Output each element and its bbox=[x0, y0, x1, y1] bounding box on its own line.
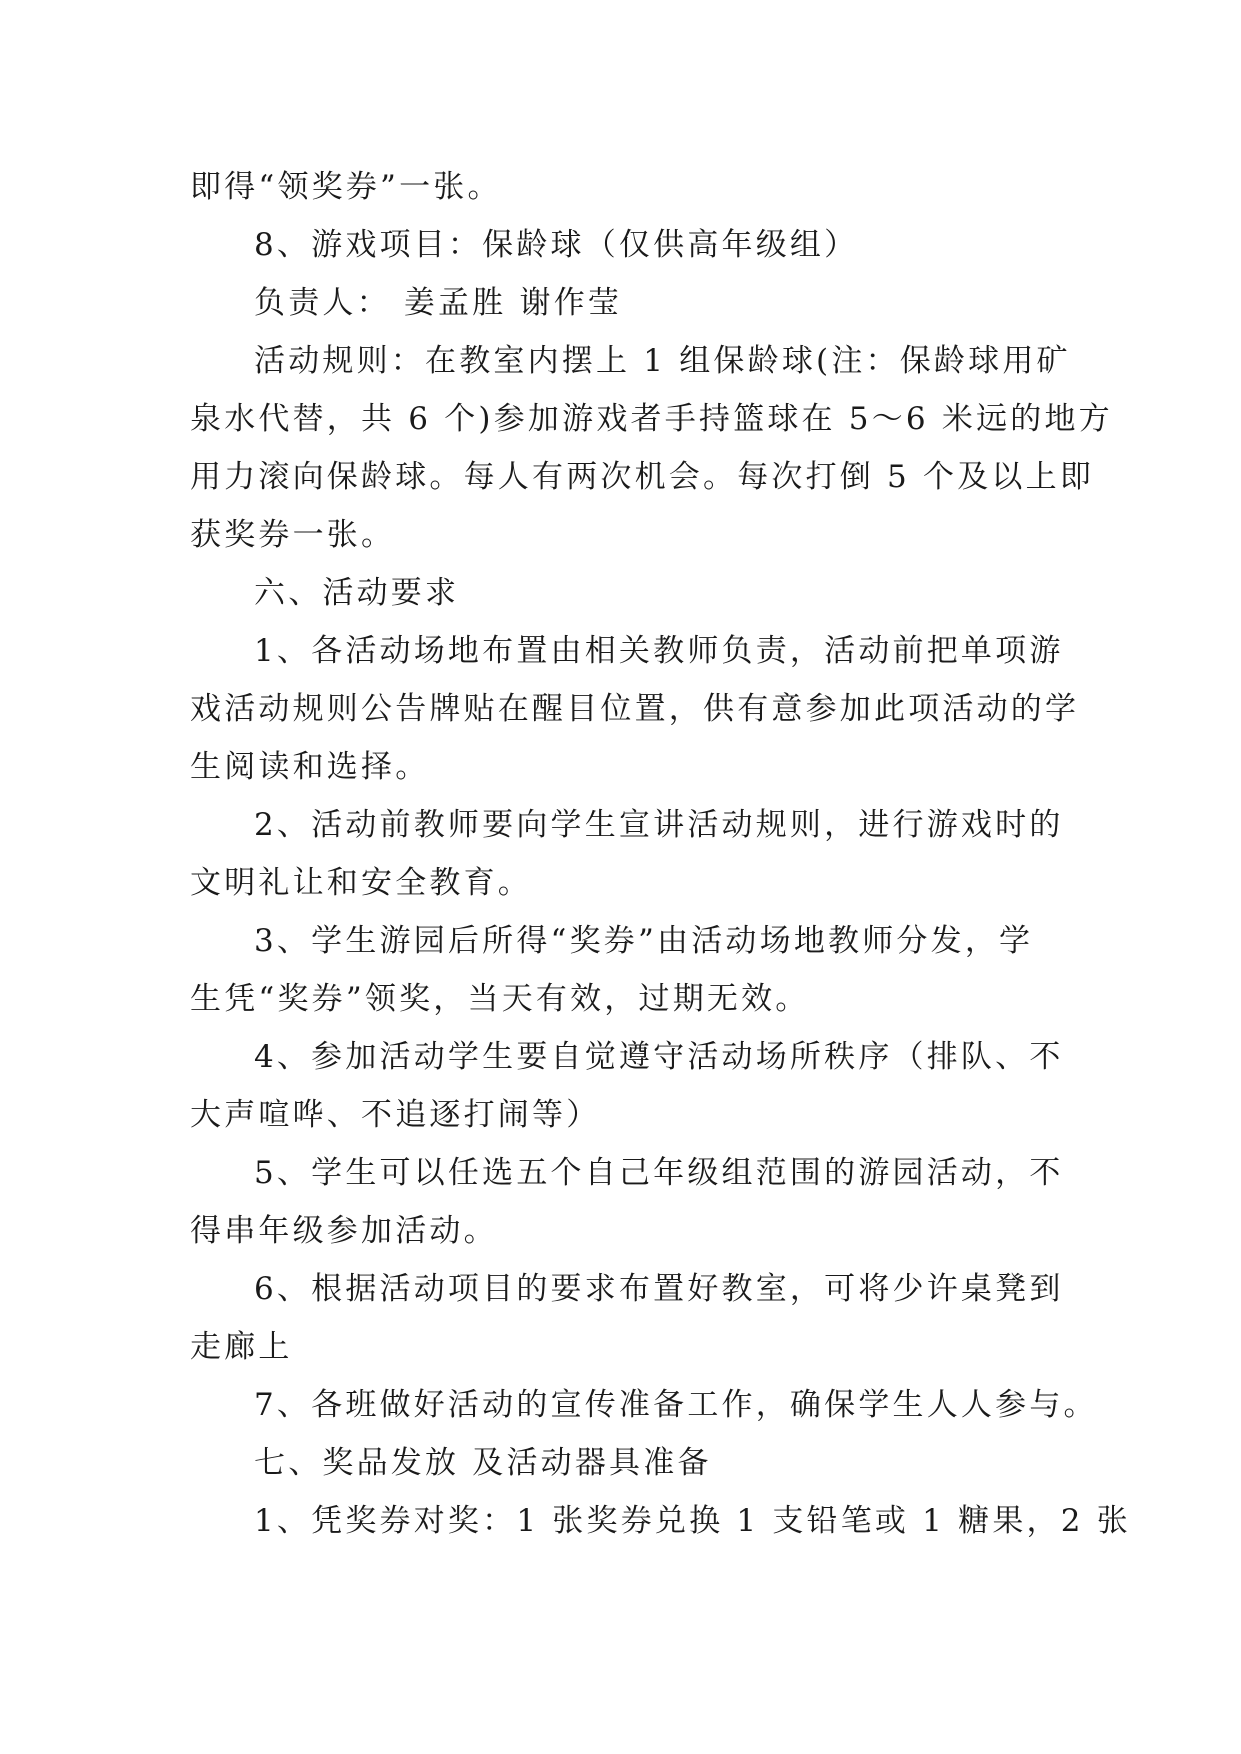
paragraph-line: 1、各活动场地布置由相关教师负责，活动前把单项游 bbox=[254, 633, 1064, 669]
paragraph-line: 戏活动规则公告牌贴在醒目位置，供有意参加此项活动的学 bbox=[190, 691, 1080, 727]
responsible-person-line: 负责人： 姜孟胜 谢作莹 bbox=[254, 285, 623, 321]
paragraph-line: 活动规则：在教室内摆上 1 组保龄球(注：保龄球用矿 bbox=[254, 343, 1071, 379]
paragraph-line: 走廊上 bbox=[190, 1329, 293, 1365]
paragraph-line: 文明礼让和安全教育。 bbox=[190, 865, 532, 901]
paragraph-line: 即得“领奖券”一张。 bbox=[190, 169, 502, 205]
section-item-heading: 8、游戏项目：保龄球（仅供高年级组） bbox=[254, 227, 859, 263]
paragraph-line: 3、学生游园后所得“奖券”由活动场地教师分发，学 bbox=[254, 923, 1034, 959]
paragraph-line: 生凭“奖券”领奖，当天有效，过期无效。 bbox=[190, 981, 810, 1017]
paragraph-line: 大声喧哗、不追逐打闹等） bbox=[190, 1097, 601, 1133]
document-body bbox=[190, 158, 1131, 1550]
paragraph-line: 7、各班做好活动的宣传准备工作，确保学生人人参与。 bbox=[254, 1387, 1098, 1423]
section-heading: 七、奖品发放 及活动器具准备 bbox=[254, 1445, 712, 1481]
paragraph-line: 4、参加活动学生要自觉遵守活动场所秩序（排队、不 bbox=[254, 1039, 1064, 1075]
paragraph-line: 6、根据活动项目的要求布置好教室，可将少许桌凳到 bbox=[254, 1271, 1064, 1307]
paragraph-line: 1、凭奖券对奖：1 张奖券兑换 1 支铅笔或 1 糖果，2 张 bbox=[254, 1503, 1131, 1539]
paragraph-line: 用力滚向保龄球。每人有两次机会。每次打倒 5 个及以上即 bbox=[190, 459, 1095, 495]
paragraph-line: 获奖券一张。 bbox=[190, 517, 396, 553]
paragraph-line: 泉水代替，共 6 个)参加游戏者手持篮球在 5～6 米远的地方 bbox=[190, 401, 1113, 437]
paragraph-line: 得串年级参加活动。 bbox=[190, 1213, 498, 1249]
paragraph-line: 生阅读和选择。 bbox=[190, 749, 430, 785]
section-heading: 六、活动要求 bbox=[254, 575, 460, 611]
paragraph-line: 2、活动前教师要向学生宣讲活动规则，进行游戏时的 bbox=[254, 807, 1064, 843]
paragraph-line: 5、学生可以任选五个自己年级组范围的游园活动，不 bbox=[254, 1155, 1064, 1191]
